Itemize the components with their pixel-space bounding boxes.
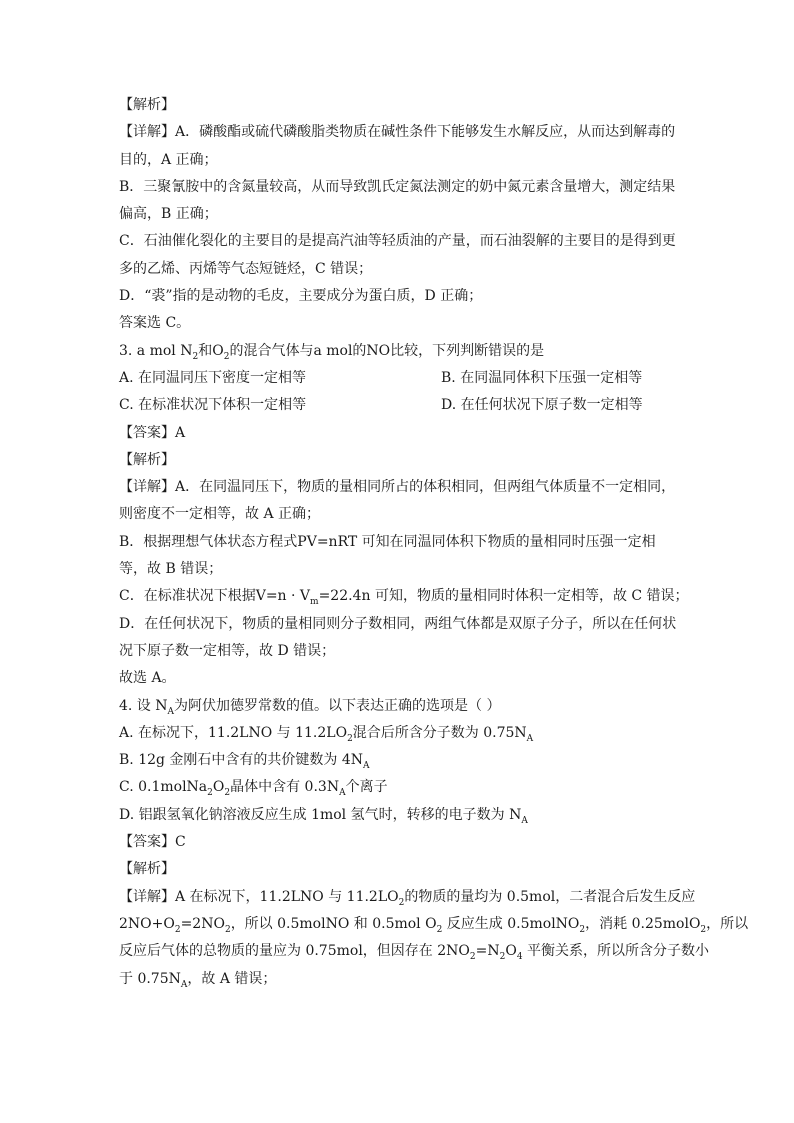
q4-option-c-pre: C. 0.1molNa	[119, 779, 208, 796]
q4-explain-line2-mid4: ，消耗 0.25molO	[585, 915, 701, 932]
q4-explain-line2-sub4: 2	[579, 924, 586, 935]
q4-option-a-pre: A. 在标况下，11.2LNO 与 11.2LO	[119, 724, 348, 741]
q4-stem-post: 为阿伏加德罗常数的值。以下表达正确的选项是（ ）	[174, 697, 501, 714]
q2-analysis-heading: 【解析】	[119, 97, 175, 113]
q3-detail-b-line2: 等，故 B 错误；	[119, 561, 223, 578]
q4-explain-line3	[119, 938, 710, 965]
q3-detail-a-line2: 则密度不一定相等，故 A 正确；	[119, 506, 321, 523]
q2-detail-a-line2: 目的，A 正确；	[119, 151, 218, 168]
q3-detail-c-post: =22.4n 可知，物质的量相同时体积一定相等，故 C 错误；	[318, 588, 689, 605]
q4-explain-line2-mid2: ，所以 0.5molNO 和 0.5mol O	[230, 915, 437, 932]
q3-detail-a-line1: 【详解】A．在同温同压下，物质的量相同所占的体积相同，但两组气体质量不一定相同，	[119, 479, 676, 496]
q4-option-c-mid2: 晶体中含有 0.3N	[230, 779, 340, 796]
q4-option-b	[119, 747, 679, 774]
q3-option-d: D. 在任何状况下原子数一定相等	[441, 397, 643, 414]
q4-explain-line2-post: ，所以	[706, 915, 749, 932]
q3-stem-sub2: 2	[223, 351, 230, 362]
q4-explain-line3-sub1: 2	[469, 952, 476, 962]
q4-explain-line2	[119, 911, 749, 938]
q3-option-a: A. 在同温同压下密度一定相等	[119, 369, 307, 386]
q4-explain-line1-post: 的物质的量均为 0.5mol，二者混合后发生反应	[404, 888, 696, 905]
q3-detail-d-line2: 况下原子数一定相等，故 D 错误；	[119, 642, 336, 659]
q4-explain-line2-pre: 2NO+O	[119, 915, 175, 932]
q3-stem	[119, 338, 679, 365]
q3-stem-text-c: 的混合气体与a mol的NO比较，下列判断错误的是	[229, 342, 545, 359]
q4-explain-line4	[119, 966, 679, 993]
q3-conclusion: 故选 A。	[119, 670, 176, 687]
q4-option-a	[119, 720, 679, 747]
q3-detail-c-sub: m	[310, 597, 319, 608]
q2-detail-c-line1: C．石油催化裂化的主要目的是提高汽油等轻质油的产量，而石油裂解的主要目的是得到更	[119, 233, 676, 250]
q4-option-c	[119, 774, 679, 801]
q4-answer: 【答案】C	[119, 834, 186, 851]
q4-explain-line2-mid3: 反应生成 0.5molNO	[442, 915, 580, 932]
q2-conclusion: 答案选 C。	[119, 315, 191, 332]
q4-explain-line4-post: ，故 A 错误；	[187, 970, 277, 987]
q4-option-b-pre: B. 12g 金刚石中含有的共价键数为 4N	[119, 752, 364, 769]
q4-option-b-sub: A	[363, 760, 370, 771]
q3-options-row2	[119, 392, 679, 419]
q4-option-a-sub2: A	[526, 733, 534, 744]
q4-explain-line4-sub: A	[180, 979, 188, 990]
q4-explain-line1-pre: 【详解】A 在标况下，11.2LNO 与 11.2LO	[119, 888, 399, 905]
q4-explain-line4-pre: 于 0.75N	[119, 970, 181, 987]
q4-explain-line2-sub1: 2	[174, 924, 181, 935]
q3-option-b: B. 在同温同体积下压强一定相等	[441, 369, 643, 386]
document-content	[119, 92, 749, 993]
q4-option-c-sub1: 2	[207, 788, 213, 799]
q3-stem-sub1: 2	[192, 351, 199, 362]
q4-option-c-mid1: O	[212, 779, 225, 796]
q3-stem-text-a: 3. a mol N	[119, 342, 193, 359]
q4-explain-line2-mid1: =2NO	[180, 915, 225, 932]
q4-option-d	[119, 802, 679, 829]
q3-answer: 【答案】A	[119, 424, 186, 441]
q3-analysis-heading: 【解析】	[119, 451, 175, 468]
q3-option-c: C. 在标准状况下体积一定相等	[119, 397, 307, 414]
q4-analysis-heading: 【解析】	[119, 861, 175, 878]
q4-stem-sub: A	[167, 706, 175, 717]
q4-option-c-post: 个离子	[345, 779, 388, 796]
q4-explain-line3-post: 平衡关系，所以所含分子数小	[522, 943, 710, 960]
q4-option-c-sub2: 2	[224, 788, 231, 799]
q4-explain-line3-mid: =N	[475, 943, 500, 960]
q2-detail-c-line2: 多的乙烯、丙烯等气态短链烃，C 错误；	[119, 260, 373, 277]
q4-explain-line3-mid2: O	[505, 943, 517, 960]
q3-detail-b-line1: B．根据理想气体状态方程式PV=nRT 可知在同温同体积下物质的量相同时压强一定相	[119, 533, 656, 550]
q4-explain-line1-sub: 2	[398, 897, 405, 908]
q3-options-row1	[119, 365, 679, 392]
q4-explain-line2-sub3: 2	[436, 924, 443, 935]
q4-explain-line2-sub5: 2	[700, 924, 707, 935]
q4-explain-line3-sub3: 4	[516, 952, 523, 962]
q4-stem-pre: 4. 设 N	[119, 697, 168, 714]
q2-detail-b-line1: B．三聚氰胺中的含氮量较高，从而导致凯氏定氮法测定的奶中氮元素含量增大，测定结果	[119, 178, 676, 195]
q2-detail-d-line1: D．“裘”指的是动物的毛皮，主要成分为蛋白质，D 正确；	[119, 288, 483, 305]
q4-explain-line3-pre: 反应后气体的总物质的量应为 0.75mol，但因存在 2NO	[119, 943, 470, 960]
q4-stem	[119, 693, 679, 720]
q4-option-c-sub3: A	[339, 788, 346, 799]
q3-detail-c-line1	[119, 583, 689, 610]
q2-detail-b-line2: 偏高，B 正确；	[119, 206, 218, 223]
q3-stem-text-b: 和O	[198, 342, 224, 359]
q4-option-d-pre: D. 铝跟氢氧化钠溶液反应生成 1mol 氢气时，转移的电子数为 N	[119, 806, 522, 823]
q4-option-d-sub: A	[521, 815, 528, 826]
q3-detail-c-pre: C．在标准状况下根据V=n · V	[119, 588, 311, 605]
q4-option-a-mid: 混合后所含分子数为 0.75N	[352, 724, 527, 741]
q4-explain-line1	[119, 884, 696, 911]
q4-explain-line2-sub2: 2	[224, 924, 231, 935]
q3-detail-d-line1: D．在任何状况下，物质的量相同则分子数相同，两组气体都是双原子分子，所以在任何状	[119, 615, 677, 632]
q2-detail-a-line1: 【详解】A．磷酸酯或硫代磷酸脂类物质在碱性条件下能够发生水解反应，从而达到解毒的	[119, 124, 676, 141]
q4-explain-line3-sub2: 2	[499, 952, 506, 962]
q4-option-a-sub1: 2	[347, 733, 353, 744]
